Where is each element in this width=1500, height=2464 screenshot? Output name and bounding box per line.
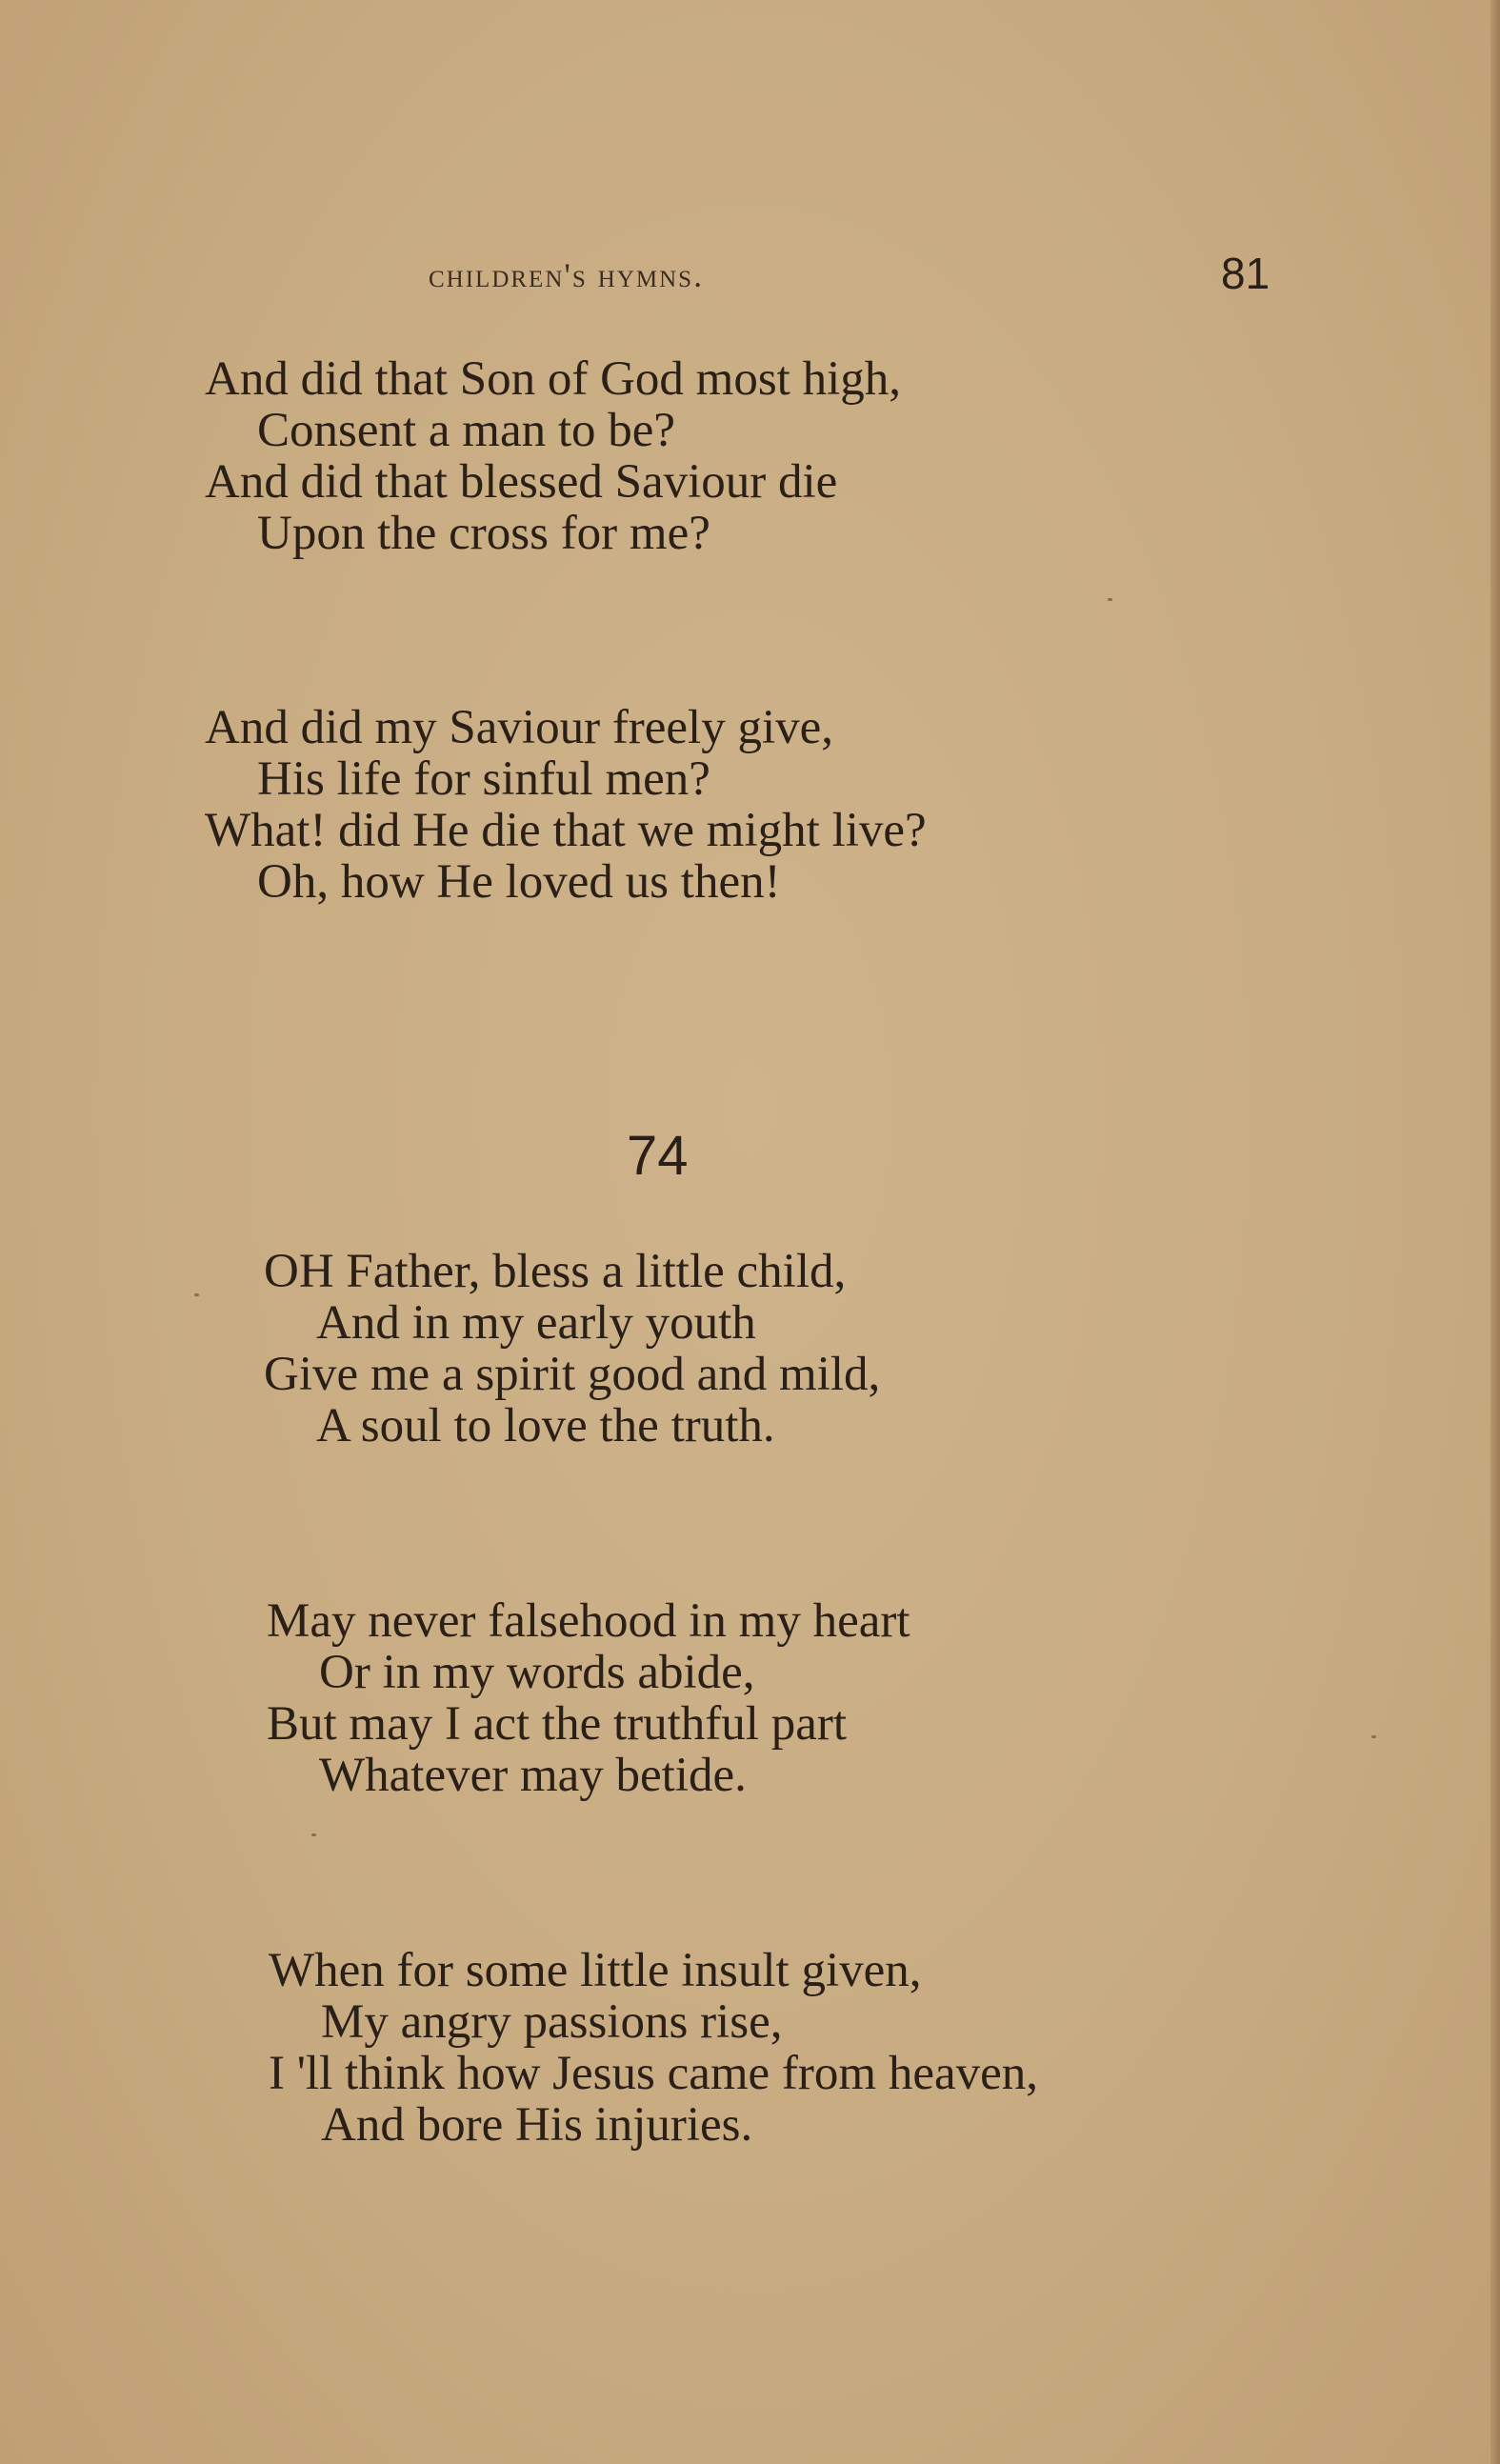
paper-speck <box>311 1833 316 1836</box>
hymn-stanza-1 <box>264 1246 880 1452</box>
verse-line: And did my Saviour freely give, <box>205 701 834 754</box>
verse-line: And in my early youth <box>316 1296 756 1350</box>
verse-line: But may I act the truthful part <box>267 1697 847 1751</box>
hymn-stanza-3 <box>269 1945 1038 2151</box>
verse-line: Upon the cross for me? <box>257 507 710 560</box>
verse-line: I 'll think how Jesus came from heaven, <box>269 2047 1038 2100</box>
paper-speck <box>1108 598 1112 601</box>
verse-line: And did that Son of God most high, <box>205 352 902 406</box>
page-edge <box>1490 0 1500 2464</box>
paper-speck <box>194 1293 199 1296</box>
verse-line: My angry passions rise, <box>321 1995 783 2049</box>
verse-line: His life for sinful men? <box>257 752 710 806</box>
verse-line: When for some little insult given, <box>269 1944 922 1997</box>
verse-line: And bore His injuries. <box>321 2098 753 2152</box>
verse-line: Whatever may betide. <box>319 1749 747 1802</box>
verse-line: Oh, how He loved us then! <box>257 855 781 909</box>
verse-line: Give me a spirit good and mild, <box>264 1348 881 1401</box>
stanza-continued-1 <box>205 353 901 559</box>
verse-line: Consent a man to be? <box>257 404 676 457</box>
verse-line: May never falsehood in my heart <box>267 1594 910 1648</box>
paper-speck <box>1371 1735 1376 1738</box>
hymn-number: 74 <box>627 1125 689 1187</box>
running-head: children's hymns. <box>429 256 705 294</box>
verse-line: A soul to love the truth. <box>316 1399 775 1452</box>
verse-line: Or in my words abide, <box>319 1646 755 1699</box>
page-number: 81 <box>1221 249 1270 298</box>
hymn-stanza-2 <box>267 1595 910 1801</box>
verse-line: OH Father, bless a little child, <box>264 1245 847 1298</box>
stanza-continued-2 <box>205 702 927 908</box>
verse-line: And did that blessed Saviour die <box>205 455 838 509</box>
verse-line: What! did He die that we might live? <box>205 804 927 857</box>
